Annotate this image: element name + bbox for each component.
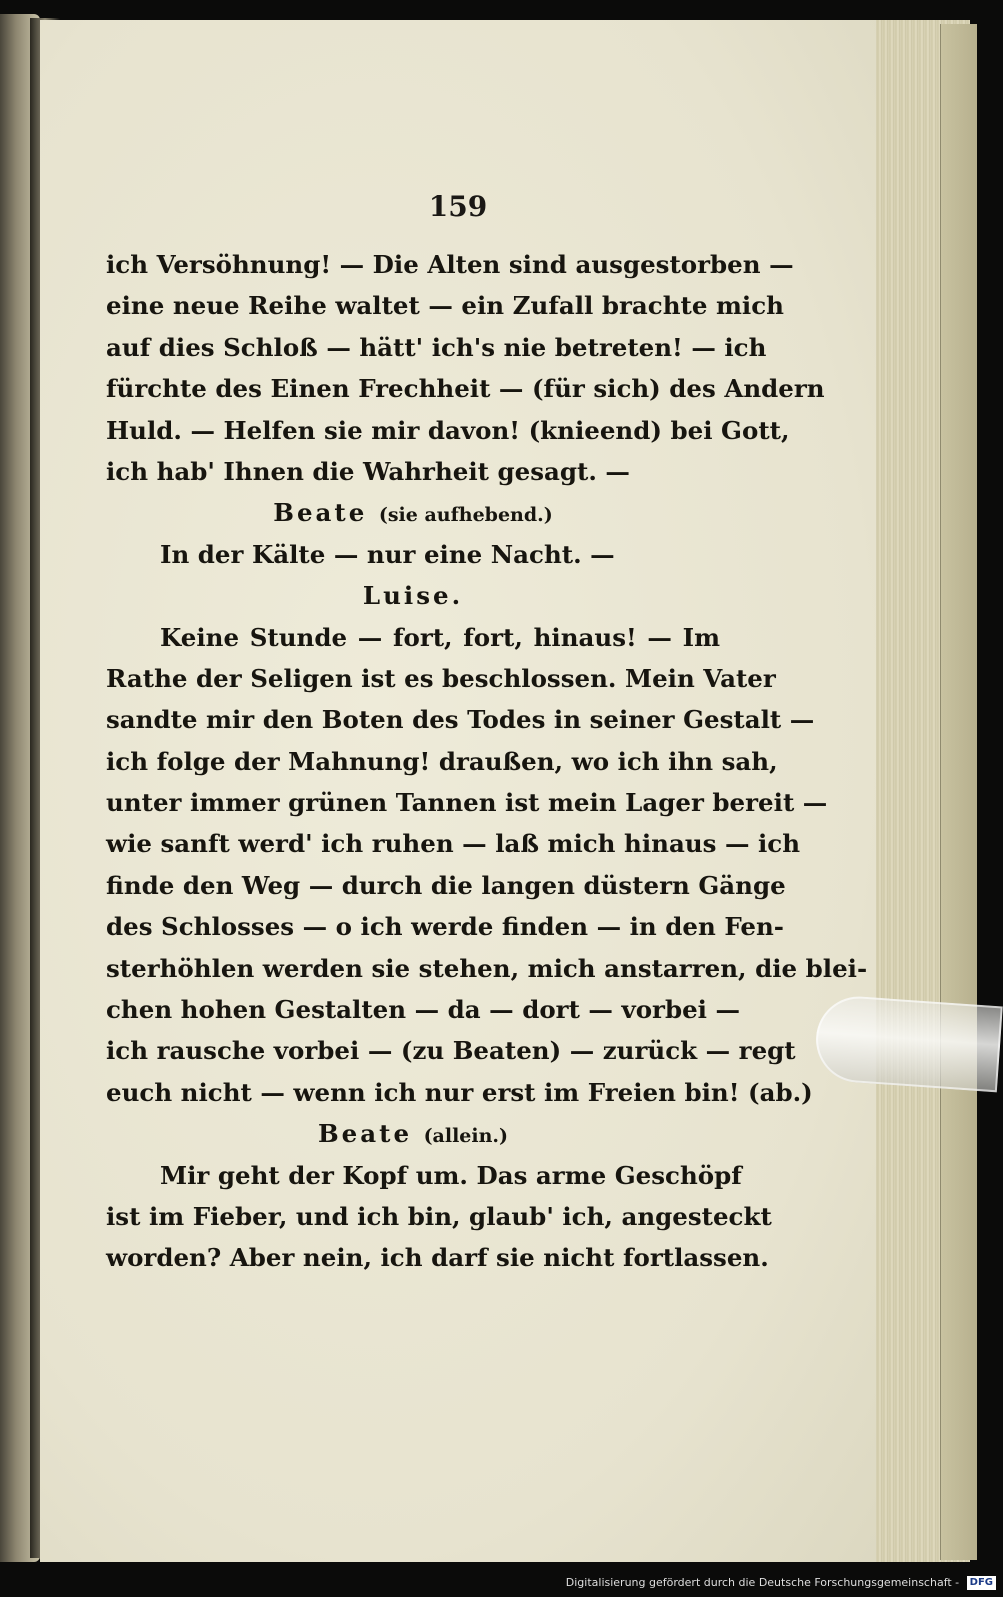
dfg-logo: DFG bbox=[967, 1576, 996, 1590]
text-line: Mir geht der Kopf um. Das arme Geschöpf bbox=[160, 1160, 742, 1190]
speaker-heading bbox=[106, 575, 720, 616]
text-line: ich hab' Ihnen die Wahrheit gesagt. — bbox=[106, 456, 630, 486]
stage-direction: (allein.) bbox=[423, 1125, 509, 1148]
text-line: In der Kälte — nur eine Nacht. — bbox=[160, 539, 615, 569]
page-text bbox=[106, 244, 868, 1279]
text-line: sterhöhlen werden sie stehen, mich anstarren, die blei- bbox=[106, 953, 868, 983]
text-line: ist im Fieber, und ich bin, glaub' ich, angesteckt bbox=[106, 1201, 772, 1231]
text-line: ich folge der Mahnung! draußen, wo ich ihn sah, bbox=[106, 746, 778, 776]
text-line: sandte mir den Boten des Todes in seiner Gestalt — bbox=[106, 705, 815, 735]
text-line: wie sanft werd' ich ruhen — laß mich hinaus — ich bbox=[106, 829, 801, 859]
speaker-heading bbox=[106, 1113, 720, 1154]
speaker-heading bbox=[106, 492, 720, 533]
digitization-credit bbox=[566, 1573, 996, 1593]
text-line: auf dies Schloß — hätt' ich's nie betreten! — ich bbox=[106, 332, 767, 362]
stage-direction: (sie aufhebend.) bbox=[378, 504, 553, 527]
text-line: unter immer grünen Tannen ist mein Lager bereit — bbox=[106, 788, 828, 818]
text-line: Huld. — Helfen sie mir davon! (knieend) bei Gott, bbox=[106, 415, 790, 445]
text-line: ich Versöhnung! — Die Alten sind ausgestorben — bbox=[106, 250, 794, 279]
text-line: finde den Weg — durch die langen düstern Gänge bbox=[106, 870, 786, 900]
text-line: euch nicht — wenn ich nur erst im Freien bin! (ab.) bbox=[106, 1077, 813, 1107]
speaker-name: Luise. bbox=[362, 581, 464, 611]
text-line: fürchte des Einen Frechheit — (für sich) des Andern bbox=[106, 374, 825, 404]
speaker-name: Beate bbox=[317, 1119, 413, 1149]
text-line: Rathe der Seligen ist es beschlossen. Mein Vater bbox=[106, 663, 776, 693]
text-line: Keine Stunde — fort, fort, hinaus! — Im bbox=[160, 622, 720, 652]
text-line: ich rausche vorbei — (zu Beaten) — zurück — regt bbox=[106, 1036, 796, 1066]
speaker-name: Beate bbox=[273, 498, 368, 528]
text-line: des Schlosses — o ich werde finden — in den Fen- bbox=[106, 912, 784, 942]
text-line: eine neue Reihe waltet — ein Zufall brachte mich bbox=[106, 291, 784, 321]
text-line: chen hohen Gestalten — da — dort — vorbei — bbox=[106, 995, 740, 1025]
page-holder-clip bbox=[813, 994, 1003, 1093]
text-line: worden? Aber nein, ich darf sie nicht fortlassen. bbox=[106, 1243, 769, 1273]
book-page bbox=[40, 20, 876, 1562]
page-number: 159 bbox=[428, 190, 488, 223]
book-cover-edge bbox=[940, 24, 977, 1560]
credit-text: Digitalisierung gefördert durch die Deutsche Forschungsgemeinschaft - bbox=[565, 1576, 960, 1589]
